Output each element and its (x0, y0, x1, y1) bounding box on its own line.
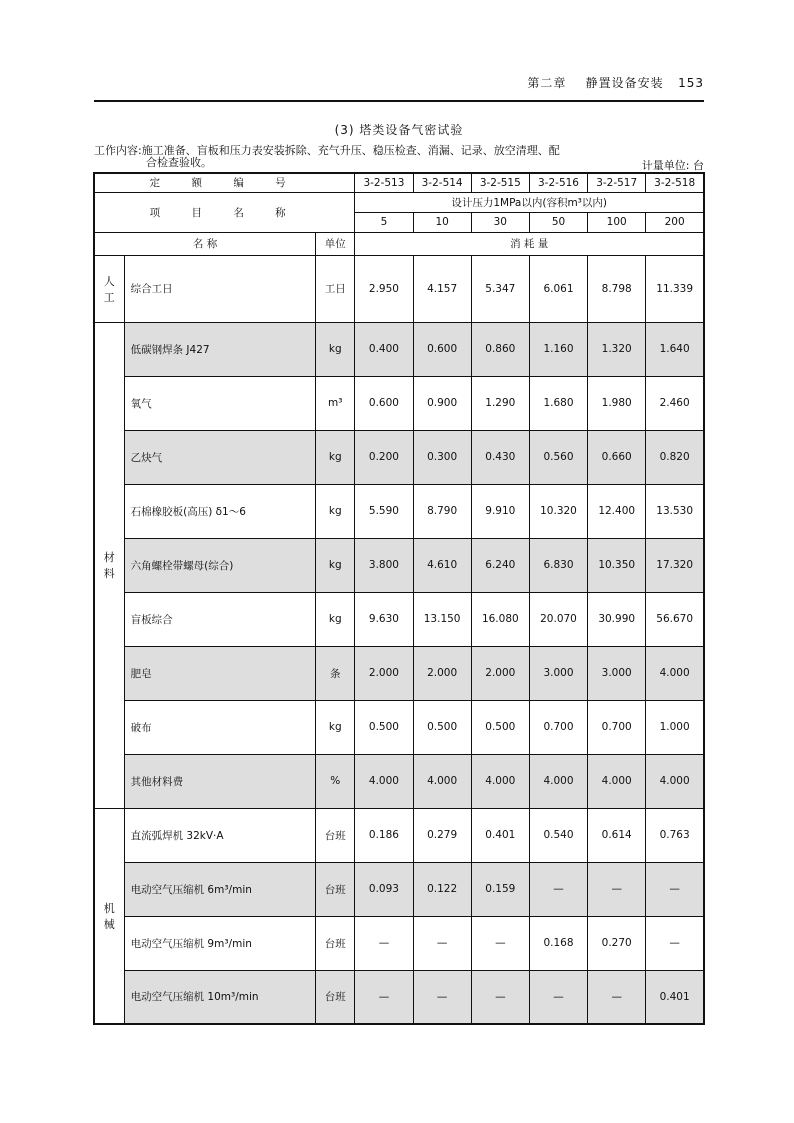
item-name: 电动空气压缩机 10m³/min (124, 970, 316, 1024)
materials-row (94, 430, 704, 484)
materials-row (94, 592, 704, 646)
item-name: 石棉橡胶板(高压) δ1～6 (124, 484, 316, 538)
consumption-value: — (646, 916, 704, 970)
param-value: 50 (529, 212, 587, 232)
item-unit: 台班 (316, 808, 355, 862)
consumption-value: 8.790 (413, 484, 471, 538)
consumption-value: — (355, 970, 413, 1024)
category-char: 料 (103, 567, 115, 580)
quota-code: 3-2-518 (646, 173, 704, 192)
consumption-value: 12.400 (588, 484, 646, 538)
machinery-category-cell (94, 808, 124, 1024)
consumption-value: — (471, 916, 529, 970)
item-name: 低碳钢焊条 J427 (124, 322, 316, 376)
consumption-value: 4.000 (588, 754, 646, 808)
consumption-value: 0.763 (646, 808, 704, 862)
consumption-value: 4.000 (646, 754, 704, 808)
materials-row (94, 376, 704, 430)
consumption-value: 9.630 (355, 592, 413, 646)
consumption-value: 1.680 (529, 376, 587, 430)
materials-row (94, 646, 704, 700)
consumption-value: 5.347 (471, 255, 529, 322)
page-number: 153 (678, 76, 704, 90)
param-label-row (94, 192, 704, 212)
machinery-row (94, 808, 704, 862)
quota-code-row (94, 173, 704, 192)
consumption-value: 0.560 (529, 430, 587, 484)
consumption-value: — (588, 970, 646, 1024)
name-column-header: 名 称 (94, 232, 316, 255)
item-unit: kg (316, 484, 355, 538)
item-name: 六角螺栓带螺母(综合) (124, 538, 316, 592)
consumption-value: 3.000 (588, 646, 646, 700)
quota-code: 3-2-514 (413, 173, 471, 192)
column-header-row (94, 232, 704, 255)
consumption-value: 0.820 (646, 430, 704, 484)
measure-unit: 计量单位: 台 (641, 159, 704, 172)
consumption-value: — (413, 916, 471, 970)
consumption-value: 0.660 (588, 430, 646, 484)
consumption-value: 2.460 (646, 376, 704, 430)
consumption-value: 0.400 (355, 322, 413, 376)
consumption-value: 1.290 (471, 376, 529, 430)
machinery-row (94, 916, 704, 970)
item-name: 氧气 (124, 376, 316, 430)
consumption-value: 0.122 (413, 862, 471, 916)
consumption-value: 0.600 (413, 322, 471, 376)
consumption-value: 0.279 (413, 808, 471, 862)
consumption-value: 0.600 (355, 376, 413, 430)
materials-row (94, 538, 704, 592)
consumption-value: — (646, 862, 704, 916)
consumption-value: 1.640 (646, 322, 704, 376)
consumption-value: 4.000 (355, 754, 413, 808)
quota-code: 3-2-515 (471, 173, 529, 192)
consumption-value: 0.500 (413, 700, 471, 754)
param-value: 5 (355, 212, 413, 232)
consumption-value: 0.700 (588, 700, 646, 754)
machinery-row (94, 970, 704, 1024)
page-header (94, 74, 704, 96)
consumption-value: 0.401 (471, 808, 529, 862)
labor-row (94, 255, 704, 322)
section-title: (3) 塔类设备气密试验 (334, 123, 464, 137)
work-content-line2: 合检查验收。 (146, 156, 212, 169)
item-unit: kg (316, 322, 355, 376)
consumption-value: 2.950 (355, 255, 413, 322)
consumption-value: 2.000 (355, 646, 413, 700)
category-char: 械 (103, 917, 115, 931)
item-name: 乙炔气 (124, 430, 316, 484)
consumption-value: 30.990 (588, 592, 646, 646)
item-unit: kg (316, 430, 355, 484)
item-name: 其他材料费 (124, 754, 316, 808)
param-value: 200 (646, 212, 704, 232)
category-char: 机 (103, 901, 115, 915)
machinery-category-label (95, 900, 124, 932)
consumption-value: 0.093 (355, 862, 413, 916)
consumption-value: 0.159 (471, 862, 529, 916)
consumption-value: — (355, 916, 413, 970)
consumption-value: 0.700 (529, 700, 587, 754)
item-unit: kg (316, 538, 355, 592)
consumption-value: 13.530 (646, 484, 704, 538)
consumption-value: 6.240 (471, 538, 529, 592)
category-char: 人 (103, 274, 115, 288)
item-name-label: 项 目 名 称 (94, 192, 355, 232)
consumption-value: 8.798 (588, 255, 646, 322)
consumption-header: 消 耗 量 (355, 232, 704, 255)
consumption-value: — (529, 970, 587, 1024)
consumption-value: 2.000 (413, 646, 471, 700)
work-content-line1: 施工准备、盲板和压力表安装拆除、充气升压、稳压检查、消漏、记录、放空清理、配 (141, 144, 560, 157)
consumption-value: 0.430 (471, 430, 529, 484)
consumption-value: 10.350 (588, 538, 646, 592)
consumption-value: 1.320 (588, 322, 646, 376)
consumption-value: 0.540 (529, 808, 587, 862)
consumption-value: 10.320 (529, 484, 587, 538)
labor-category-label (95, 273, 124, 305)
consumption-value: 1.980 (588, 376, 646, 430)
design-pressure-label: 设计压力1MPa以内(容积m³以内) (355, 192, 704, 212)
item-unit: % (316, 754, 355, 808)
consumption-value: 0.900 (413, 376, 471, 430)
materials-category-label (95, 549, 124, 581)
consumption-value: 0.500 (471, 700, 529, 754)
consumption-value: 5.590 (355, 484, 413, 538)
machinery-row (94, 862, 704, 916)
item-unit: kg (316, 592, 355, 646)
consumption-value: 1.000 (646, 700, 704, 754)
quota-code: 3-2-513 (355, 173, 413, 192)
materials-row (94, 484, 704, 538)
item-name: 综合工日 (124, 255, 316, 322)
consumption-value: 56.670 (646, 592, 704, 646)
consumption-value: 6.061 (529, 255, 587, 322)
consumption-value: 4.000 (471, 754, 529, 808)
category-char: 材 (103, 551, 115, 564)
consumption-value: 9.910 (471, 484, 529, 538)
item-unit: 台班 (316, 862, 355, 916)
consumption-value: 4.157 (413, 255, 471, 322)
consumption-value: 0.401 (646, 970, 704, 1024)
quota-code: 3-2-517 (588, 173, 646, 192)
work-content-label: 工作内容: (94, 144, 142, 157)
consumption-value: 16.080 (471, 592, 529, 646)
consumption-value: 2.000 (471, 646, 529, 700)
quota-code: 3-2-516 (529, 173, 587, 192)
materials-row (94, 754, 704, 808)
item-unit: kg (316, 700, 355, 754)
item-unit: 条 (316, 646, 355, 700)
quota-table (93, 172, 705, 1025)
consumption-value: 11.339 (646, 255, 704, 322)
consumption-value: — (413, 970, 471, 1024)
item-unit: 工日 (316, 255, 355, 322)
quota-code-label: 定 额 编 号 (94, 173, 355, 192)
consumption-value: 4.610 (413, 538, 471, 592)
materials-row (94, 322, 704, 376)
consumption-value: 20.070 (529, 592, 587, 646)
param-value: 100 (588, 212, 646, 232)
param-value: 30 (471, 212, 529, 232)
consumption-value: 0.270 (588, 916, 646, 970)
consumption-value: 0.168 (529, 916, 587, 970)
chapter-title: 第二章 静置设备安装 153 (527, 76, 704, 90)
param-value: 10 (413, 212, 471, 232)
consumption-value: 0.500 (355, 700, 413, 754)
consumption-value: 0.200 (355, 430, 413, 484)
materials-row (94, 700, 704, 754)
item-name: 直流弧焊机 32kV·A (124, 808, 316, 862)
item-name: 肥皂 (124, 646, 316, 700)
item-unit: m³ (316, 376, 355, 430)
consumption-value: 0.614 (588, 808, 646, 862)
consumption-value: 3.800 (355, 538, 413, 592)
consumption-value: 4.000 (646, 646, 704, 700)
work-content (94, 145, 704, 169)
consumption-value: 0.300 (413, 430, 471, 484)
consumption-value: 0.186 (355, 808, 413, 862)
item-unit: 台班 (316, 916, 355, 970)
consumption-value: 4.000 (413, 754, 471, 808)
consumption-value: 13.150 (413, 592, 471, 646)
item-name: 盲板综合 (124, 592, 316, 646)
category-char: 工 (103, 290, 115, 304)
consumption-value: — (588, 862, 646, 916)
consumption-value: — (529, 862, 587, 916)
labor-category-cell (94, 255, 124, 322)
consumption-value: 6.830 (529, 538, 587, 592)
unit-column-header: 单位 (316, 232, 355, 255)
item-name: 电动空气压缩机 6m³/min (124, 862, 316, 916)
consumption-value: 4.000 (529, 754, 587, 808)
header-rule (94, 100, 704, 102)
materials-category-cell (94, 322, 124, 808)
consumption-value: 0.860 (471, 322, 529, 376)
item-unit: 台班 (316, 970, 355, 1024)
consumption-value: 17.320 (646, 538, 704, 592)
item-name: 电动空气压缩机 9m³/min (124, 916, 316, 970)
consumption-value: — (471, 970, 529, 1024)
consumption-value: 1.160 (529, 322, 587, 376)
item-name: 破布 (124, 700, 316, 754)
consumption-value: 3.000 (529, 646, 587, 700)
